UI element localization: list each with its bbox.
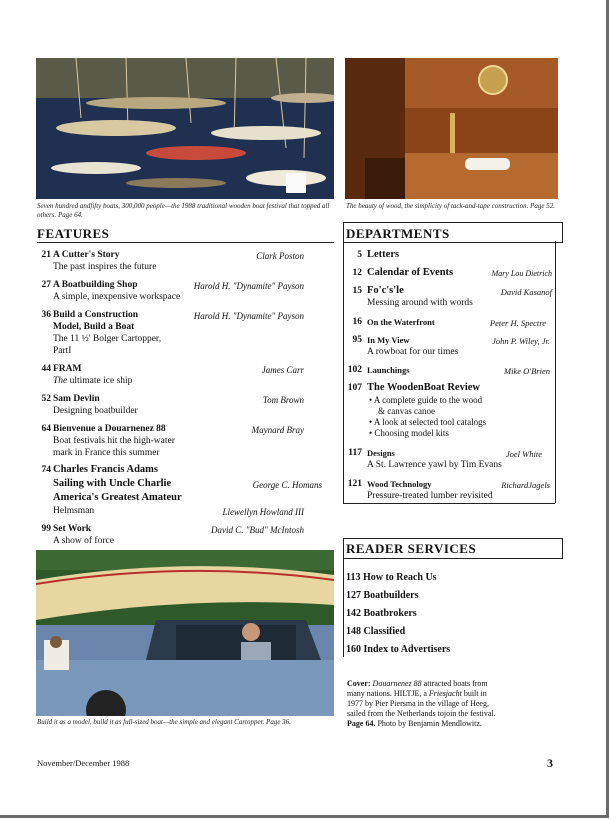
cover-note xyxy=(347,679,562,729)
feature-author: James Carr xyxy=(261,365,304,375)
department-author: John P. Wiley, Jr. xyxy=(492,336,550,346)
department-author: Peter H. Spectre xyxy=(489,318,546,328)
feature-title: FRAM xyxy=(53,364,82,374)
department-item[interactable] xyxy=(346,364,554,378)
feature-author: Clark Poston xyxy=(256,251,304,261)
department-author: RichardJagels xyxy=(501,480,550,490)
feature-title: Sam Devlin xyxy=(53,394,100,404)
department-author: Mike O'Brien xyxy=(504,366,550,376)
feature-item[interactable] xyxy=(37,393,334,417)
department-title: In My View xyxy=(367,335,410,345)
feature-subtitle-rest: ultimate ice ship xyxy=(67,376,133,386)
reader-service-page: 142 xyxy=(346,608,361,619)
cover-page-ref: Page 64. xyxy=(347,719,376,728)
department-item[interactable] xyxy=(346,447,554,473)
reader-service-page: 113 xyxy=(346,572,361,583)
department-title: Wood Technology xyxy=(367,479,432,489)
reader-service-title: Boatbuilders xyxy=(363,590,419,601)
feature-subtitle-em: The xyxy=(53,376,68,386)
feature-title: Set Work xyxy=(53,524,92,534)
feature-title-line3: America's Greatest Amateur xyxy=(53,492,182,503)
department-title: Designs xyxy=(367,448,395,458)
department-author: Joel White xyxy=(505,449,542,459)
feature-page: 36 xyxy=(41,310,51,320)
cartopper-photo-caption: Build it as a model, build it as full-sized boat—the simple and elegant Cartopper. Page 36. xyxy=(37,718,291,726)
cover-line-1: attracted boats from xyxy=(421,679,488,688)
reader-service-title: Boatbrokers xyxy=(363,608,417,619)
department-author: Mary Lou Dietrich xyxy=(491,269,552,278)
feature-title: Bienvenue a Douarnenez 88 xyxy=(53,424,166,434)
feature-subtitle: Boat festivals hit the high-water xyxy=(53,436,175,446)
review-bullet-text: A look at selected tool catalogs xyxy=(373,417,487,427)
feature-subtitle-line2: mark in France this summer xyxy=(53,448,160,458)
department-author: David Kasanof xyxy=(500,287,552,297)
feature-title: Charles Francis Adams xyxy=(53,464,158,475)
reader-service-page: 148 xyxy=(346,626,361,637)
department-title: The WoodenBoat Review xyxy=(367,382,480,393)
reader-service-title: Index to Advertisers xyxy=(363,644,451,655)
department-item[interactable] xyxy=(346,334,554,360)
department-item[interactable] xyxy=(346,382,554,440)
department-page: 107 xyxy=(347,383,362,393)
department-subtitle: A St. Lawrence yawl by Tim Evans xyxy=(367,460,502,470)
issue-date: November/December 1988 xyxy=(37,758,130,768)
feature-author-2: Llewellyn Howland III xyxy=(222,507,304,517)
cover-line-3: 1977 by Pier Piersma in the village of Heeg, xyxy=(347,699,489,708)
feature-author: George C. Homans xyxy=(252,480,322,490)
cover-line-2: many nations. HILTJE, a xyxy=(347,689,429,698)
features-rule xyxy=(37,242,334,243)
department-page: 12 xyxy=(352,268,362,278)
feature-title-line2: Sailing with Uncle Charlie xyxy=(53,478,172,489)
feature-author: Tom Brown xyxy=(262,395,304,405)
department-item[interactable] xyxy=(346,267,554,281)
cover-line-2b: built in xyxy=(461,689,487,698)
department-page: 102 xyxy=(347,365,362,375)
department-page: 121 xyxy=(347,479,362,489)
feature-page: 44 xyxy=(41,364,51,374)
review-bullet-cont: & canvas canoe xyxy=(378,406,435,416)
department-subtitle: Pressure-treated lumber revisited xyxy=(367,491,493,501)
cartopper-photo xyxy=(36,550,334,716)
reader-services-heading: READER SERVICES xyxy=(346,541,477,556)
reader-services-rule xyxy=(343,557,344,657)
cover-label: Cover: xyxy=(347,679,371,688)
cover-em-2: Friesjacht xyxy=(428,689,462,698)
departments-rule xyxy=(343,241,344,503)
reader-service-title: Classified xyxy=(363,626,406,637)
feature-item[interactable] xyxy=(37,249,334,273)
reader-service-item[interactable] xyxy=(346,572,437,583)
harbor-photo xyxy=(36,58,334,199)
interior-photo-caption: The beauty of wood, the simplicity of tack-and-tape construction. Page 52. xyxy=(346,202,555,210)
feature-subtitle: The past inspires the future xyxy=(53,262,157,272)
department-page: 16 xyxy=(352,317,362,327)
departments-rule-right xyxy=(555,241,556,503)
feature-subtitle: A simple, inexpensive workspace xyxy=(53,292,181,302)
feature-subtitle: Helmsman xyxy=(53,506,95,516)
feature-subtitle: Designing boatbuilder xyxy=(53,406,138,416)
department-subtitle: Messing around with words xyxy=(367,298,473,308)
page-number: 3 xyxy=(547,756,553,770)
department-title: Fo'c's'le xyxy=(367,285,404,296)
department-title: Launchings xyxy=(367,365,410,375)
cover-line-4: sailed from the Netherlands tojoin the festival. xyxy=(347,709,496,718)
feature-item[interactable] xyxy=(37,279,334,303)
department-subtitle: A rowboat for our times xyxy=(367,347,459,357)
department-item[interactable] xyxy=(346,285,554,311)
feature-author: David C. "Bud" McIntosh xyxy=(210,525,304,535)
review-bullet: • A complete guide to the wood xyxy=(369,395,483,405)
reader-service-page: 160 xyxy=(346,644,361,655)
feature-page: 52 xyxy=(41,394,51,404)
feature-item[interactable] xyxy=(37,423,334,459)
department-page: 15 xyxy=(352,286,362,296)
department-title: Calendar of Events xyxy=(367,267,454,278)
feature-author: Harold H. "Dynamite" Payson xyxy=(193,311,304,321)
department-item[interactable] xyxy=(346,478,554,504)
reader-service-page: 127 xyxy=(346,590,361,601)
feature-item[interactable] xyxy=(37,464,334,518)
feature-page: 64 xyxy=(41,424,51,434)
department-title: Letters xyxy=(367,249,400,260)
departments-heading: DEPARTMENTS xyxy=(346,226,450,241)
review-bullet-text: A complete guide to the wood xyxy=(373,395,483,405)
review-bullet: • Choosing model kits xyxy=(369,428,449,438)
feature-item[interactable] xyxy=(37,523,334,547)
cover-line-5: Photo by Benjamin Mendlowitz. xyxy=(375,719,482,728)
feature-subtitle xyxy=(53,375,132,387)
cover-em-1: Douarnenez 88 xyxy=(372,679,422,688)
department-page: 5 xyxy=(357,250,362,260)
feature-title: Build a Construction xyxy=(53,310,138,320)
feature-page: 27 xyxy=(41,280,51,290)
feature-subtitle: A show of force xyxy=(53,536,114,546)
feature-subtitle: The 11 ½' Bolger Cartopper, xyxy=(53,334,162,344)
feature-item[interactable] xyxy=(37,309,334,357)
department-page: 117 xyxy=(348,448,362,458)
reader-service-item[interactable] xyxy=(346,608,417,619)
reader-service-item[interactable] xyxy=(346,590,419,601)
feature-author: Maynard Bray xyxy=(251,425,304,435)
feature-author: Harold H. "Dynamite" Payson xyxy=(193,281,304,291)
reader-service-item[interactable] xyxy=(346,626,405,637)
department-page: 95 xyxy=(352,335,362,345)
feature-page: 74 xyxy=(41,465,51,475)
review-bullet: • A look at selected tool catalogs xyxy=(369,417,487,427)
feature-subtitle-line2: PartI xyxy=(53,346,72,356)
features-heading: FEATURES xyxy=(37,226,110,241)
feature-title-line2: Model, Build a Boat xyxy=(53,322,135,332)
review-bullet-text: Choosing model kits xyxy=(374,428,449,438)
boat-interior-photo xyxy=(345,58,558,199)
reader-service-title: How to Reach Us xyxy=(362,572,437,583)
feature-title: A Cutter's Story xyxy=(53,250,120,260)
harbor-photo-caption: Seven hundred andfifty boats, 300,000 people—the 1988 traditional wooden boat festival that topped all others. Page 64. xyxy=(37,202,330,219)
department-title: On the Waterfront xyxy=(367,317,435,327)
department-item[interactable] xyxy=(346,316,554,330)
feature-title: A Boatbuilding Shop xyxy=(53,280,138,290)
feature-page: 21 xyxy=(41,250,51,260)
feature-item[interactable] xyxy=(37,363,334,387)
feature-page: 99 xyxy=(41,524,51,534)
reader-service-item[interactable] xyxy=(346,644,450,655)
department-item[interactable] xyxy=(346,249,554,263)
